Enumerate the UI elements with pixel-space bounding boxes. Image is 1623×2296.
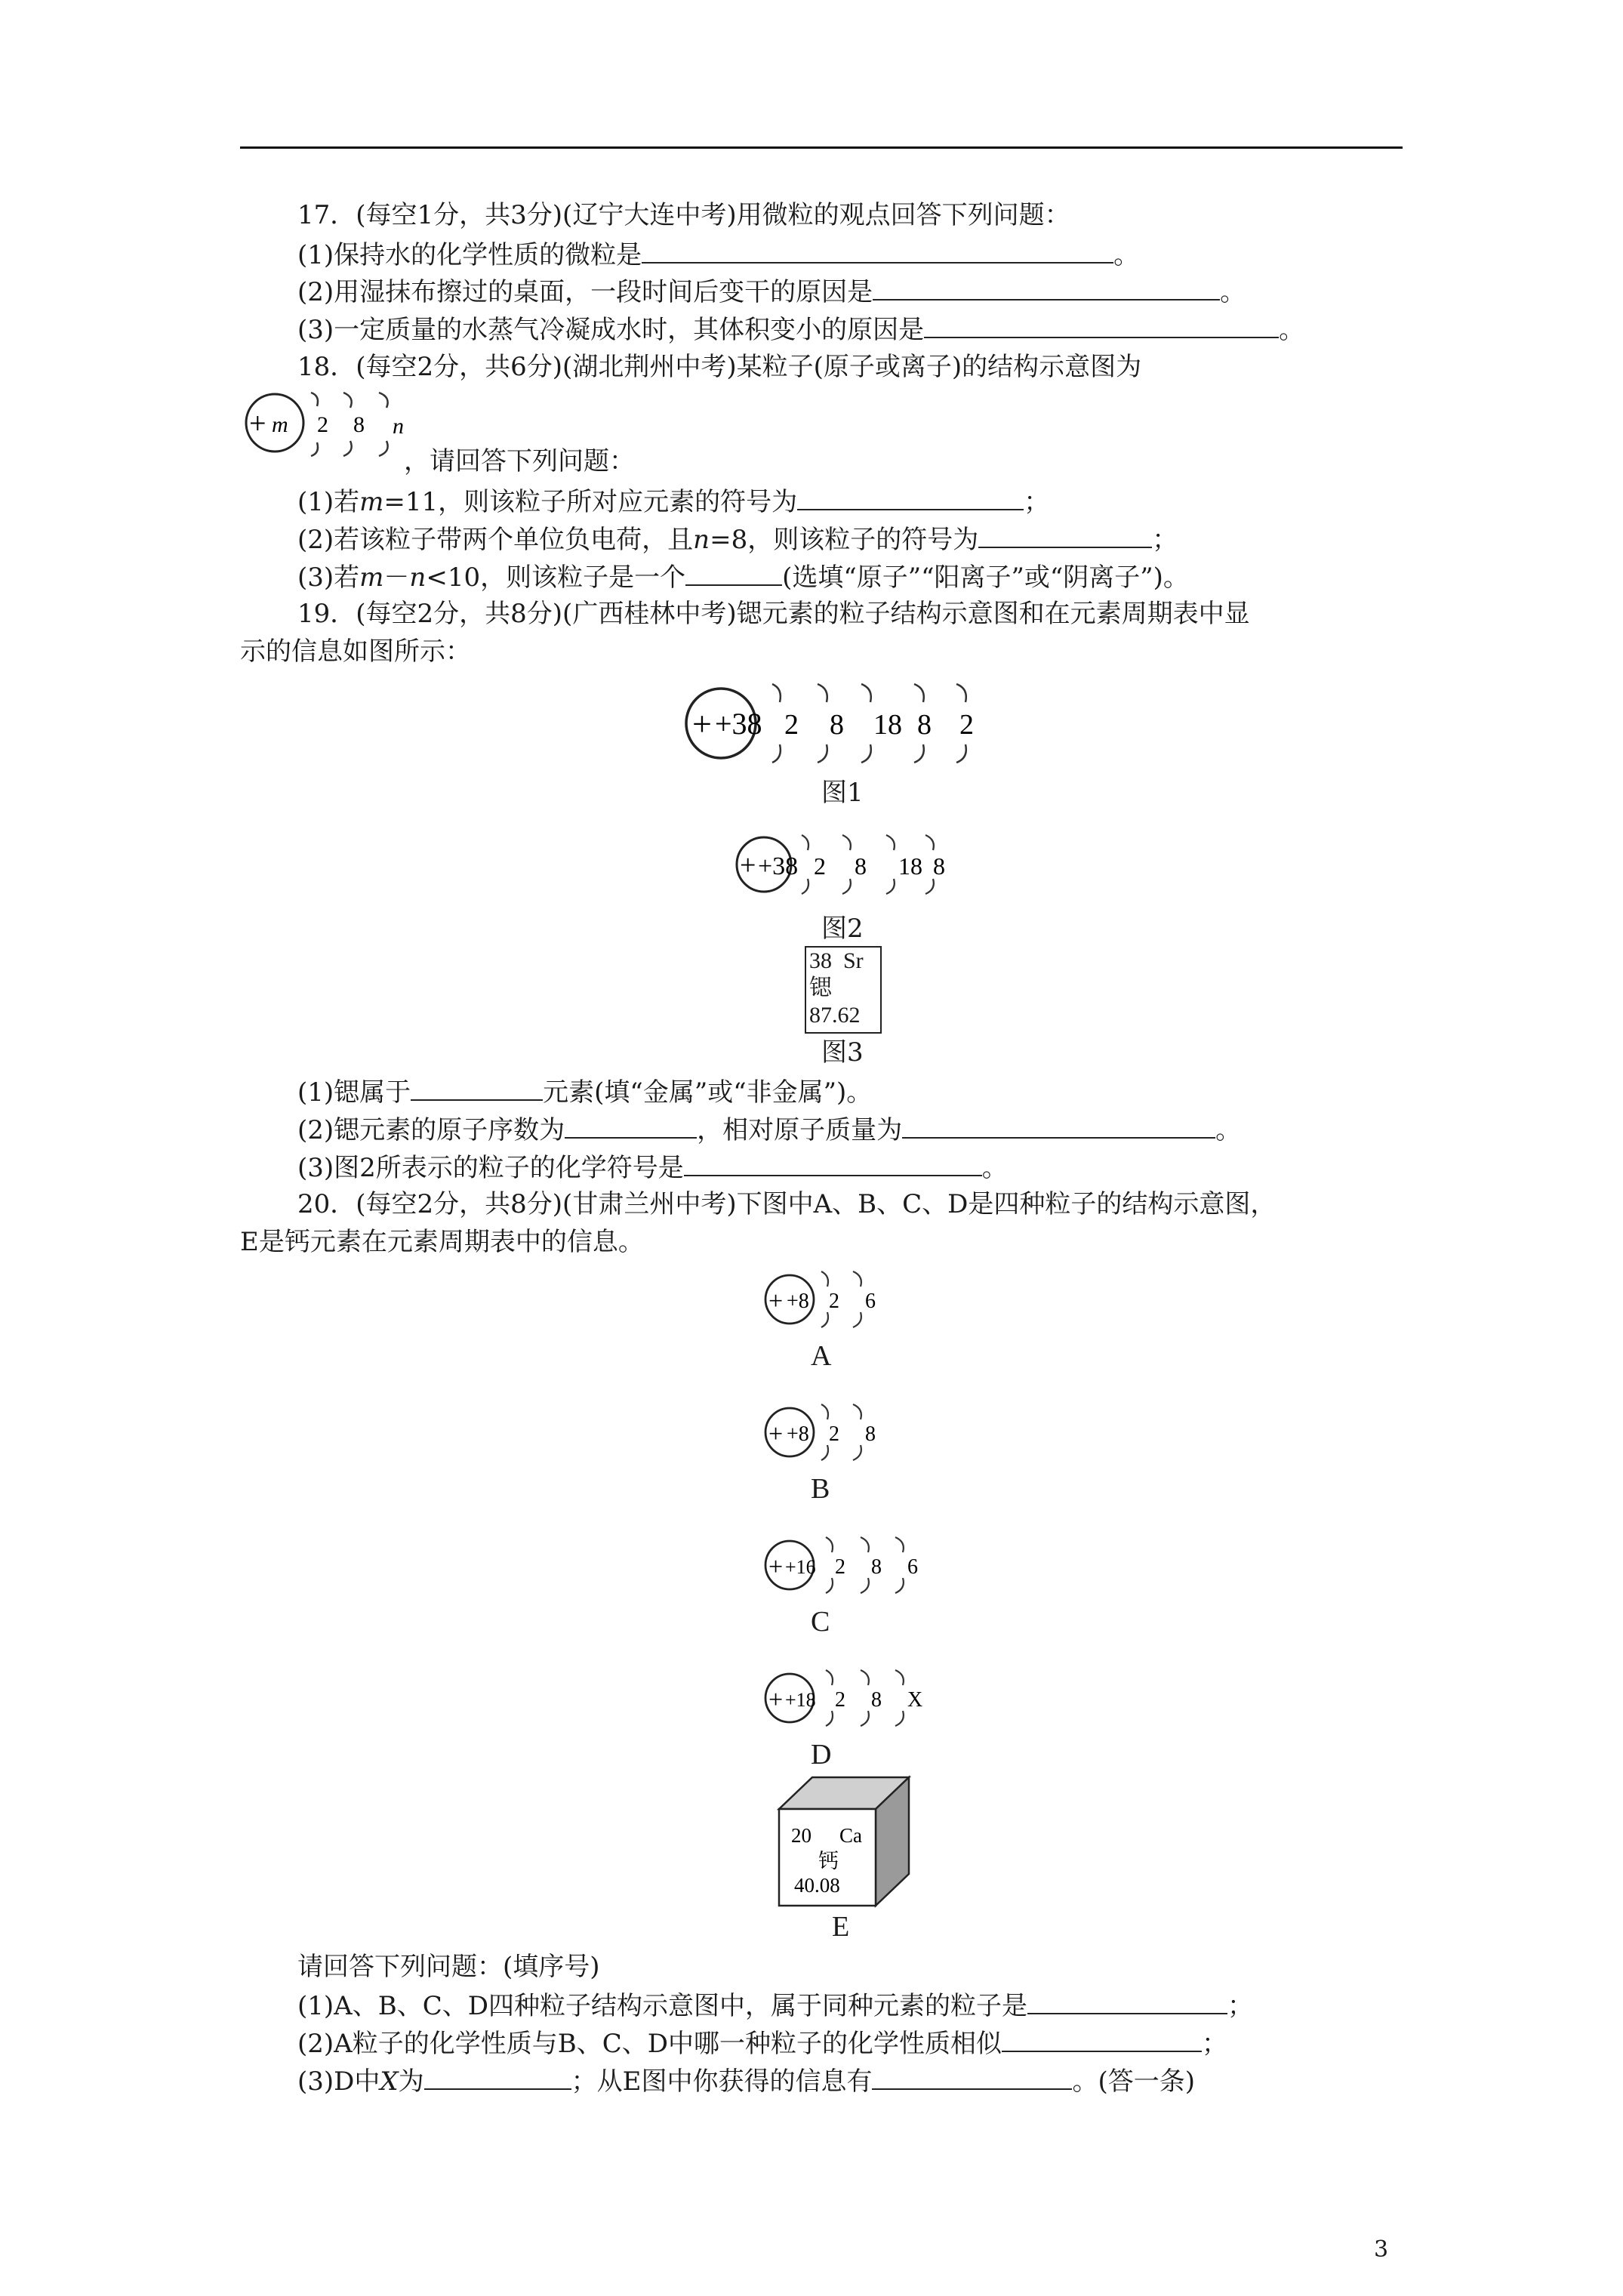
q17-part2-text: (2)用湿抹布擦过的桌面，一段时间后变干的原因是 [297,277,873,307]
q20-b-shell-1: 2 [829,1422,839,1446]
q20-b-shell-2: 8 [865,1422,876,1446]
q19-fig1-shell-2: 8 [830,709,844,741]
q20-a-shell-2: 6 [865,1290,876,1313]
b-plus: + [768,1420,784,1448]
q18-answer-blank-3[interactable] [685,559,782,586]
q18-part2-text-a: (2)若该粒子带两个单位负电荷，且 [297,525,694,555]
q17-answer-blank-3[interactable] [924,311,1279,338]
q19-fig3-name: 锶 [809,975,832,1001]
q20-e-symbol: Ca [839,1824,862,1847]
q20-part3-text-c: 为 [398,2066,424,2097]
q19-stem-line1: 19．(每空2分，共8分)(广西桂林中考)锶元素的粒子结构示意图和在元素周期表中显 [297,599,1250,629]
q18-part1-end: ； [1024,487,1050,517]
q17-part2-end: 。 [1220,277,1246,307]
fig1-plus: + [692,704,712,743]
q17-answer-blank-2[interactable] [873,273,1220,300]
q20-label-a: A [811,1340,832,1372]
q20-diagram-c [762,1533,944,1598]
q19-answer-blank-1[interactable] [411,1074,543,1101]
q18-part1-var: m [359,487,384,517]
q19-part2 [297,1111,1241,1148]
q19-fig3-symbol: Sr [843,948,864,973]
q20-part3-var: X [380,2066,399,2097]
q20-part3-text-d: ；从E图中你获得的信息有 [571,2066,873,2097]
q20-b-nucleus: +8 [787,1422,809,1446]
q20-stem-line1: 20．(每空2分，共8分)(甘肃兰州中考)下图中A、B、C、D是四种粒子的结构示意图， [297,1189,1277,1219]
q17-stem: 17．(每空1分，共3分)(辽宁大连中考)用微粒的观点回答下列问题： [297,200,1070,230]
d-plus: + [768,1686,784,1714]
q19-fig3-element-card [805,946,882,1034]
q20-intro: 请回答下列问题：(填序号) [297,1952,600,1982]
q19-part3-end: 。 [981,1153,1008,1183]
q18-part1 [297,483,1049,519]
page-number: 3 [1374,2236,1389,2263]
q18-part3-text-a: (3)若 [297,562,360,593]
q17-part1-text: (1)保持水的化学性质的微粒是 [297,240,642,270]
q20-a-shell-1: 2 [829,1290,839,1313]
q20-stem-line2: E是钙元素在元素周期表中的信息。 [240,1227,644,1257]
q17-part1 [297,236,1139,273]
q20-answer-blank-2[interactable] [1002,2025,1202,2052]
q19-fig2-nucleus: +38 [758,852,799,880]
q20-part1-text: (1)A、B、C、D四种粒子结构示意图中，属于同种元素的粒子是 [297,1991,1027,2021]
q19-fig2-shell-4: 8 [933,852,945,880]
header-rule [240,146,1403,149]
q20-part1-end: ； [1227,1991,1253,2021]
q19-part3-text-a: (3)图2所表示的粒子的化学符号是 [297,1153,684,1183]
q18-nucleus-charge: m [272,412,288,437]
q18-answer-blank-2[interactable] [978,521,1152,548]
q19-fig1-shell-4: 8 [917,709,932,741]
q19-fig1-diagram [683,678,1000,769]
q18-part3-var-m: m [359,562,384,593]
q19-fig3-number: 38 [809,948,832,973]
q20-d-shell-1: 2 [835,1688,845,1712]
q19-part2-text-b: ，相对原子质量为 [697,1115,903,1145]
q18-part2-var: n [693,525,710,555]
q19-fig3-caption: 图3 [821,1037,864,1068]
q19-fig2-diagram [732,831,959,898]
q17-part3 [297,311,1304,347]
q19-fig1-caption: 图1 [821,778,864,808]
q18-answer-blank-1[interactable] [797,483,1024,510]
q20-label-e: E [832,1911,850,1943]
q17-part1-end: 。 [1113,240,1140,270]
q20-c-shell-2: 8 [871,1555,882,1579]
q17-part3-end: 。 [1279,315,1305,345]
q20-part3-text-a: (3)D中 [297,2066,380,2097]
q20-c-shell-1: 2 [835,1555,845,1579]
q19-fig2-shell-2: 8 [855,852,867,880]
q20-diagram-d [762,1666,944,1730]
q18-part2-end: ； [1152,525,1178,555]
q20-e-mass: 40.08 [794,1874,840,1897]
q20-part1 [297,1987,1253,2023]
q19-fig1-shell-5: 2 [959,709,974,741]
q20-part2-end: ； [1201,2029,1227,2059]
q20-d-shell-2: 8 [871,1688,882,1712]
q18-part3-var-n: n [409,562,427,593]
q18-part3-text-e: <10，则该粒子是一个 [426,562,686,593]
q18-structure-diagram [242,387,423,462]
q19-fig1-shell-1: 2 [784,709,799,741]
q19-answer-blank-3[interactable] [902,1111,1215,1139]
q19-fig3-header [809,948,880,975]
q19-part1-text-b: 元素(填“金属”或“非金属”)。 [543,1077,873,1108]
q20-answer-blank-3[interactable] [424,2063,571,2090]
q20-e-number: 20 [791,1824,812,1847]
q20-diagram-b [762,1400,913,1465]
q20-part3-text-e: 。(答一条) [1072,2066,1195,2097]
q20-d-shell-3: X [907,1688,923,1712]
q20-part2 [297,2025,1227,2061]
q20-label-c: C [811,1606,830,1638]
q19-part1 [297,1074,872,1110]
c-plus: + [768,1553,784,1581]
q18-part3-text-f: (选填“原子”“阳离子”或“阴离子”)。 [782,562,1189,593]
q18-shell-1: 2 [317,412,328,437]
q19-fig2-caption: 图2 [821,914,864,944]
q18-part2 [297,521,1178,557]
q19-part1-text-a: (1)锶属于 [297,1077,411,1108]
q18-shell-3: n [393,414,404,439]
q19-part3 [297,1149,1008,1185]
q20-part3 [297,2063,1195,2099]
q19-fig3-mass: 87.62 [809,1003,861,1028]
q20-diagram-e-element-cube [776,1774,912,1909]
q19-fig2-shell-1: 2 [814,852,826,880]
q17-part2 [297,273,1246,310]
q18-part3 [297,559,1189,595]
q19-answer-blank-4[interactable] [684,1149,982,1176]
q20-label-b: B [811,1473,830,1505]
q20-diagram-a [762,1267,913,1332]
q18-part1-text-a: (1)若 [297,487,360,517]
q18-shell-2: 8 [353,412,365,437]
q20-label-d: D [811,1739,832,1771]
q17-answer-blank-1[interactable] [642,236,1113,264]
q18-part1-text-c: =11，则该粒子所对应元素的符号为 [383,487,798,517]
q20-c-nucleus: +16 [785,1556,816,1578]
q20-part2-text: (2)A粒子的化学性质与B、C、D中哪一种粒子的化学性质相似 [297,2029,1002,2059]
q19-answer-blank-2[interactable] [565,1111,697,1139]
q19-part2-text-a: (2)锶元素的原子序数为 [297,1115,565,1145]
q19-fig1-shell-3: 18 [873,709,902,741]
fig2-plus: + [740,849,756,881]
q18-stem: 18．(每空2分，共6分)(湖北荆州中考)某粒子(原子或离子)的结构示意图为 [297,352,1142,382]
q20-answer-blank-1[interactable] [1027,1987,1227,2014]
q20-e-name: 钙 [818,1850,839,1873]
q19-stem-line2: 示的信息如图所示： [240,636,471,667]
q20-a-nucleus: +8 [787,1290,809,1313]
q20-d-nucleus: +18 [785,1689,816,1711]
q18-stem-continued: ，请回答下列问题： [404,446,635,476]
q20-answer-blank-4[interactable] [872,2063,1072,2090]
q18-part2-text-c: =8，则该粒子的符号为 [710,525,979,555]
q19-fig2-shell-3: 18 [898,852,922,880]
q19-part2-end: 。 [1215,1115,1242,1145]
q20-c-shell-3: 6 [907,1555,918,1579]
q18-part3-minus: － [383,562,410,593]
plus-sign: + [249,406,266,440]
q19-fig1-nucleus: +38 [715,707,762,741]
q17-part3-text: (3)一定质量的水蒸气冷凝成水时，其体积变小的原因是 [297,315,925,345]
a-plus: + [768,1287,784,1315]
